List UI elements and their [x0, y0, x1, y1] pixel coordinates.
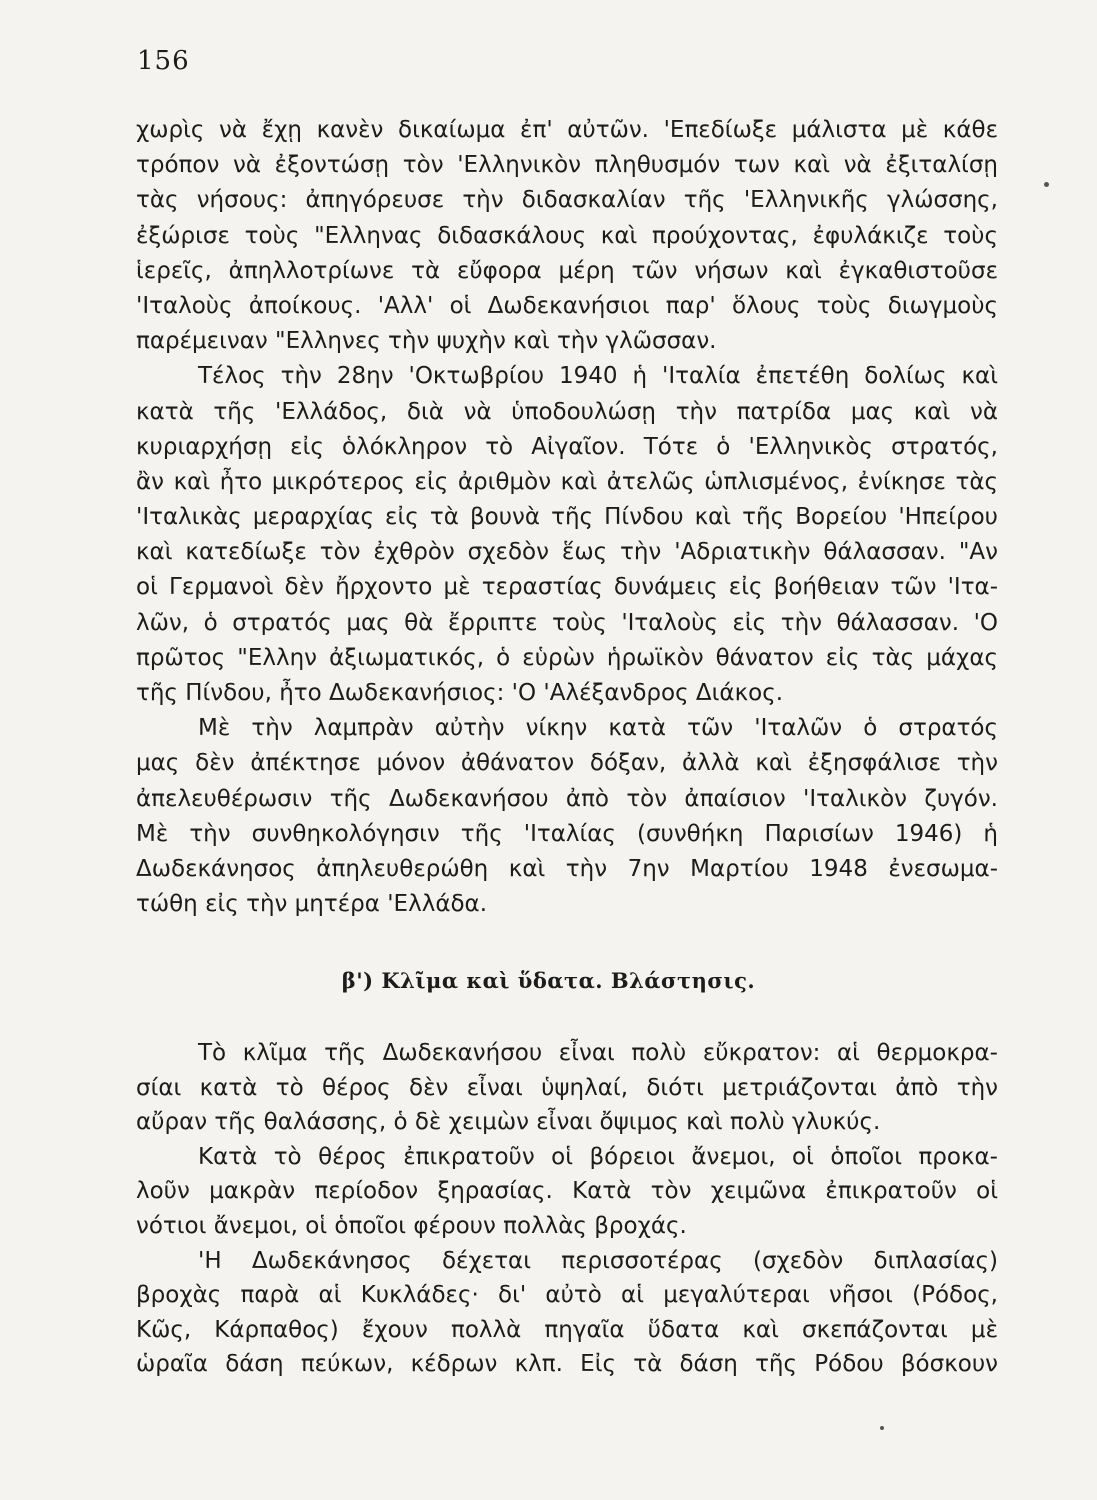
- text-line: τὰς νήσους: ἀπηγόρευσε τὴν διδασκαλίαν τῆς 'Ελληνικῆς γλώσσης,: [136, 187, 998, 214]
- history-text-block: [136, 113, 998, 922]
- text-line: τῆς Πίνδου, ἦτο Δωδεκανήσιος: 'Ο 'Αλέξανδρος Διάκος.: [136, 680, 784, 706]
- paper-speck: [1044, 182, 1049, 187]
- text-line: πρῶτος "Ελλην ἀξιωματικός, ὁ εὑρὼν ἡρωϊκὸν θάνατον εἰς τὰς μάχας: [136, 644, 998, 671]
- text-line: νότιοι ἄνεμοι, οἱ ὁποῖοι φέρουν πολλὰς βροχάς.: [136, 1212, 687, 1239]
- text-line: μας δὲν ἀπέκτησε μόνον ἀθάνατον δόξαν, ἀλλὰ καὶ ἐξησφάλισε τὴν: [136, 750, 998, 777]
- paper-speck: [880, 1426, 884, 1430]
- text-line: παρέμειναν "Ελληνες τὴν ψυχὴν καὶ τὴν γλῶσσαν.: [136, 328, 717, 355]
- text-line: κατὰ τῆς 'Ελλάδος, διὰ νὰ ὑποδουλώσῃ τὴν πατρίδα μας καὶ νὰ: [136, 398, 998, 425]
- text-line: ἀπελευθέρωσιν τῆς Δωδεκανήσου ἀπὸ τὸν ἀπαίσιον 'Ιταλικὸν ζυγόν.: [136, 785, 998, 812]
- paragraph-start-line: 'Η Δωδεκάνησος δέχεται περισσοτέρας (σχεδὸν διπλασίας): [198, 1247, 998, 1274]
- text-line: Μὲ τὴν συνθηκολόγησιν τῆς 'Ιταλίας (συνθήκη Παρισίων 1946) ἡ: [136, 820, 998, 847]
- text-line: 'Ιταλικὰς μεραρχίας εἰς τὰ βουνὰ τῆς Πίνδου καὶ τῆς Βορείου 'Ηπείρου: [136, 504, 998, 531]
- text-line: ἱερεῖς, ἀπηλλοτρίωνε τὰ εὔφορα μέρη τῶν νήσων καὶ ἐγκαθιστοῦσε: [136, 257, 998, 284]
- text-line: τρόπον νὰ ἐξοντώσῃ τὸν 'Ελληνικὸν πληθυσμόν των καὶ νὰ ἐξιταλίσῃ: [136, 152, 998, 179]
- text-line: οἱ Γερμανοὶ δὲν ἤρχοντο μὲ τεραστίας δυνάμεις εἰς βοήθειαν τῶν 'Ιτα-: [136, 574, 998, 601]
- text-line: ἐξώρισε τοὺς "Ελληνας διδασκάλους καὶ προύχοντας, ἐφυλάκιζε τοὺς: [136, 222, 998, 249]
- paragraph-start-line: Τὸ κλῖμα τῆς Δωδεκανήσου εἶναι πολὺ εὔκρατον: αἱ θερμοκρα-: [198, 1040, 998, 1066]
- text-line: σίαι κατὰ τὸ θέρος δὲν εἶναι ὑψηλαί, διότι μετριάζονται ἀπὸ τὴν: [136, 1074, 998, 1101]
- text-line: κυριαρχήσῃ εἰς ὁλόκληρον τὸ Αἰγαῖον. Τότε ὁ 'Ελληνικὸς στρατός,: [136, 433, 998, 460]
- text-line: τώθη εἰς τὴν μητέρα 'Ελλάδα.: [136, 891, 488, 918]
- text-line: ὡραῖα δάση πεύκων, κέδρων κλπ. Εἰς τὰ δάση τῆς Ρόδου βόσκουν: [136, 1351, 998, 1378]
- text-line: Δωδεκάνησος ἀπηλευθερώθη καὶ τὴν 7ην Μαρτίου 1948 ἐνεσωμα-: [136, 855, 998, 882]
- text-line: λοῦν μακρὰν περίοδον ξηρασίας. Κατὰ τὸν χειμῶνα ἐπικρατοῦν οἱ: [136, 1178, 998, 1205]
- text-line: ἂν καὶ ἦτο μικρότερος εἰς ἀριθμὸν καὶ ἀτελῶς ὡπλισμένος, ἐνίκησε τὰς: [136, 468, 998, 495]
- page-number: 156: [137, 46, 190, 76]
- paragraph-start-line: Μὲ τὴν λαμπρὰν αὐτὴν νίκην κατὰ τῶν 'Ιταλῶν ὁ στρατός: [198, 715, 998, 742]
- paragraph-start-line: Κατὰ τὸ θέρος ἐπικρατοῦν οἱ βόρειοι ἄνεμοι, οἱ ὁποῖοι προκα-: [198, 1143, 998, 1170]
- text-line: βροχὰς παρὰ αἱ Κυκλάδες· δι' αὐτὸ αἱ μεγαλύτεραι νῆσοι (Ρόδος,: [136, 1282, 998, 1309]
- text-line: χωρὶς νὰ ἔχῃ κανὲν δικαίωμα ἐπ' αὐτῶν. 'Επεδίωξε μάλιστα μὲ κάθε: [136, 117, 998, 143]
- text-line: καὶ κατεδίωξε τὸν ἐχθρὸν σχεδὸν ἕως τὴν 'Αδριατικὴν θάλασσαν. "Αν: [136, 539, 998, 566]
- section-heading: β') Κλῖμα καὶ ὕδατα. Βλάστησις.: [341, 968, 756, 993]
- text-line: λῶν, ὁ στρατός μας θὰ ἔρριπτε τοὺς 'Ιταλοὺς εἰς τὴν θάλασσαν. 'Ο: [136, 609, 998, 636]
- text-line: αὔραν τῆς θαλάσσης, ὁ δὲ χειμὼν εἶναι ὄψιμος καὶ πολὺ γλυκύς.: [136, 1109, 881, 1136]
- text-line: Κῶς, Κάρπαθος) ἔχουν πολλὰ πηγαῖα ὕδατα καὶ σκεπάζονται μὲ: [136, 1316, 998, 1343]
- climate-text-block: [136, 1036, 998, 1382]
- paragraph-start-line: Τέλος τὴν 28ην 'Οκτωβρίου 1940 ἡ 'Ιταλία ἐπετέθη δολίως καὶ: [198, 363, 998, 390]
- text-line: 'Ιταλοὺς ἀποίκους. 'Αλλ' οἱ Δωδεκανήσιοι παρ' ὅλους τοὺς διωγμοὺς: [136, 292, 998, 319]
